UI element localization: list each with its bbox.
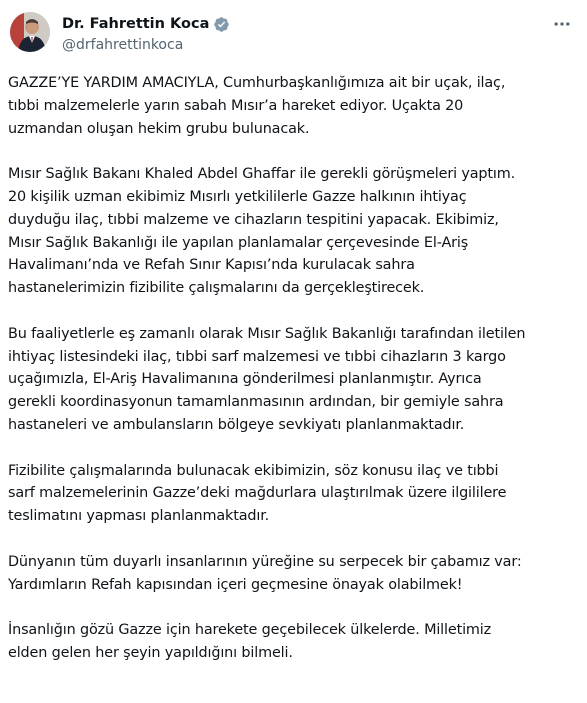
more-dots-icon [552, 14, 572, 34]
text-line: elden gelen her şeyin yapıldığını bilmeli. [8, 644, 293, 661]
tweet-paragraph [8, 619, 576, 665]
text-line: hastaneleri ve ambulansların bölgeye sevkiyatı planlanmaktadır. [8, 416, 465, 433]
text-line: İnsanlığın gözü Gazze için harekete geçebilecek ülkelerde. Milletimiz [8, 622, 492, 639]
text-line: Dünyanın tüm duyarlı insanlarının yüreğine su serpecek bir çabamız var: [8, 553, 522, 570]
person-avatar-icon [10, 12, 50, 52]
tweet-paragraph [8, 460, 576, 528]
text-line: gerekli koordinasyonun tamamlanmasının ardından, bir gemiyle sahra [8, 394, 504, 411]
text-line: duyduğu ilaç, tıbbi malzeme ve cihazların tespitini yapacak. Ekibimiz, [8, 211, 499, 228]
text-line: teslimatını yapması planlanmaktadır. [8, 508, 270, 525]
tweet-paragraph [8, 72, 576, 140]
text-line: GAZZE’YE YARDIM AMACIYLA, Cumhurbaşkanlığımıza ait bir uçak, ilaç, [8, 75, 506, 91]
tweet-header [10, 12, 577, 56]
tweet-paragraph [8, 551, 576, 597]
more-options-button[interactable] [549, 14, 575, 34]
text-line: Mısır Sağlık Bakanı Khaled Abdel Ghaffar ile gerekli görüşmeleri yaptım. [8, 166, 516, 183]
author-display-name[interactable]: Dr. Fahrettin Koca [62, 16, 210, 32]
avatar[interactable] [10, 12, 50, 52]
tweet-paragraph [8, 323, 576, 437]
author-handle[interactable]: @drfahrettinkoca [62, 37, 184, 53]
text-line: uzmandan oluşan hekim grubu bulunacak. [8, 120, 310, 137]
text-line: Havalimanı’nda ve Refah Sınır Kapısı’nda kurulacak sahra [8, 257, 415, 274]
text-line: sarf malzemelerinin Gazze’deki mağdurlara ulaştırılmak üzere ilgililere [8, 485, 507, 502]
text-line: Bu faaliyetlerle eş zamanlı olarak Mısır Sağlık Bakanlığı tarafından iletilen [8, 325, 526, 342]
tweet-text [8, 72, 576, 688]
text-line: Fizibilite çalışmalarında bulunacak ekibimizin, söz konusu ilaç ve tıbbi [8, 462, 499, 479]
verified-badge-icon[interactable] [213, 16, 230, 33]
text-line: ihtiyaç listesindeki ilaç, tıbbi sarf malzemesi ve tıbbi cihazların 3 kargo [8, 348, 506, 365]
tweet-paragraph [8, 163, 576, 300]
text-line: Mısır Sağlık Bakanlığı ile yapılan planlamalar çerçevesinde El-Ariş [8, 234, 469, 251]
author-names [62, 14, 230, 53]
text-line: uçağımızla, El-Ariş Havalimanına gönderilmesi planlanmıştır. Ayrıca [8, 371, 482, 388]
text-line: 20 kişilik uzman ekibimiz Mısırlı yetkililerle Gazze halkının ihtiyaç [8, 188, 467, 205]
text-line: tıbbi malzemelerle yarın sabah Mısır’a hareket ediyor. Uçakta 20 [8, 97, 464, 114]
display-name-row [62, 14, 230, 34]
text-line: hastanelerimizin fizibilite çalışmalarını da gerçekleştirecek. [8, 280, 425, 297]
text-line: Yardımların Refah kapısından içeri geçmesine önayak olabilmek! [8, 576, 463, 593]
